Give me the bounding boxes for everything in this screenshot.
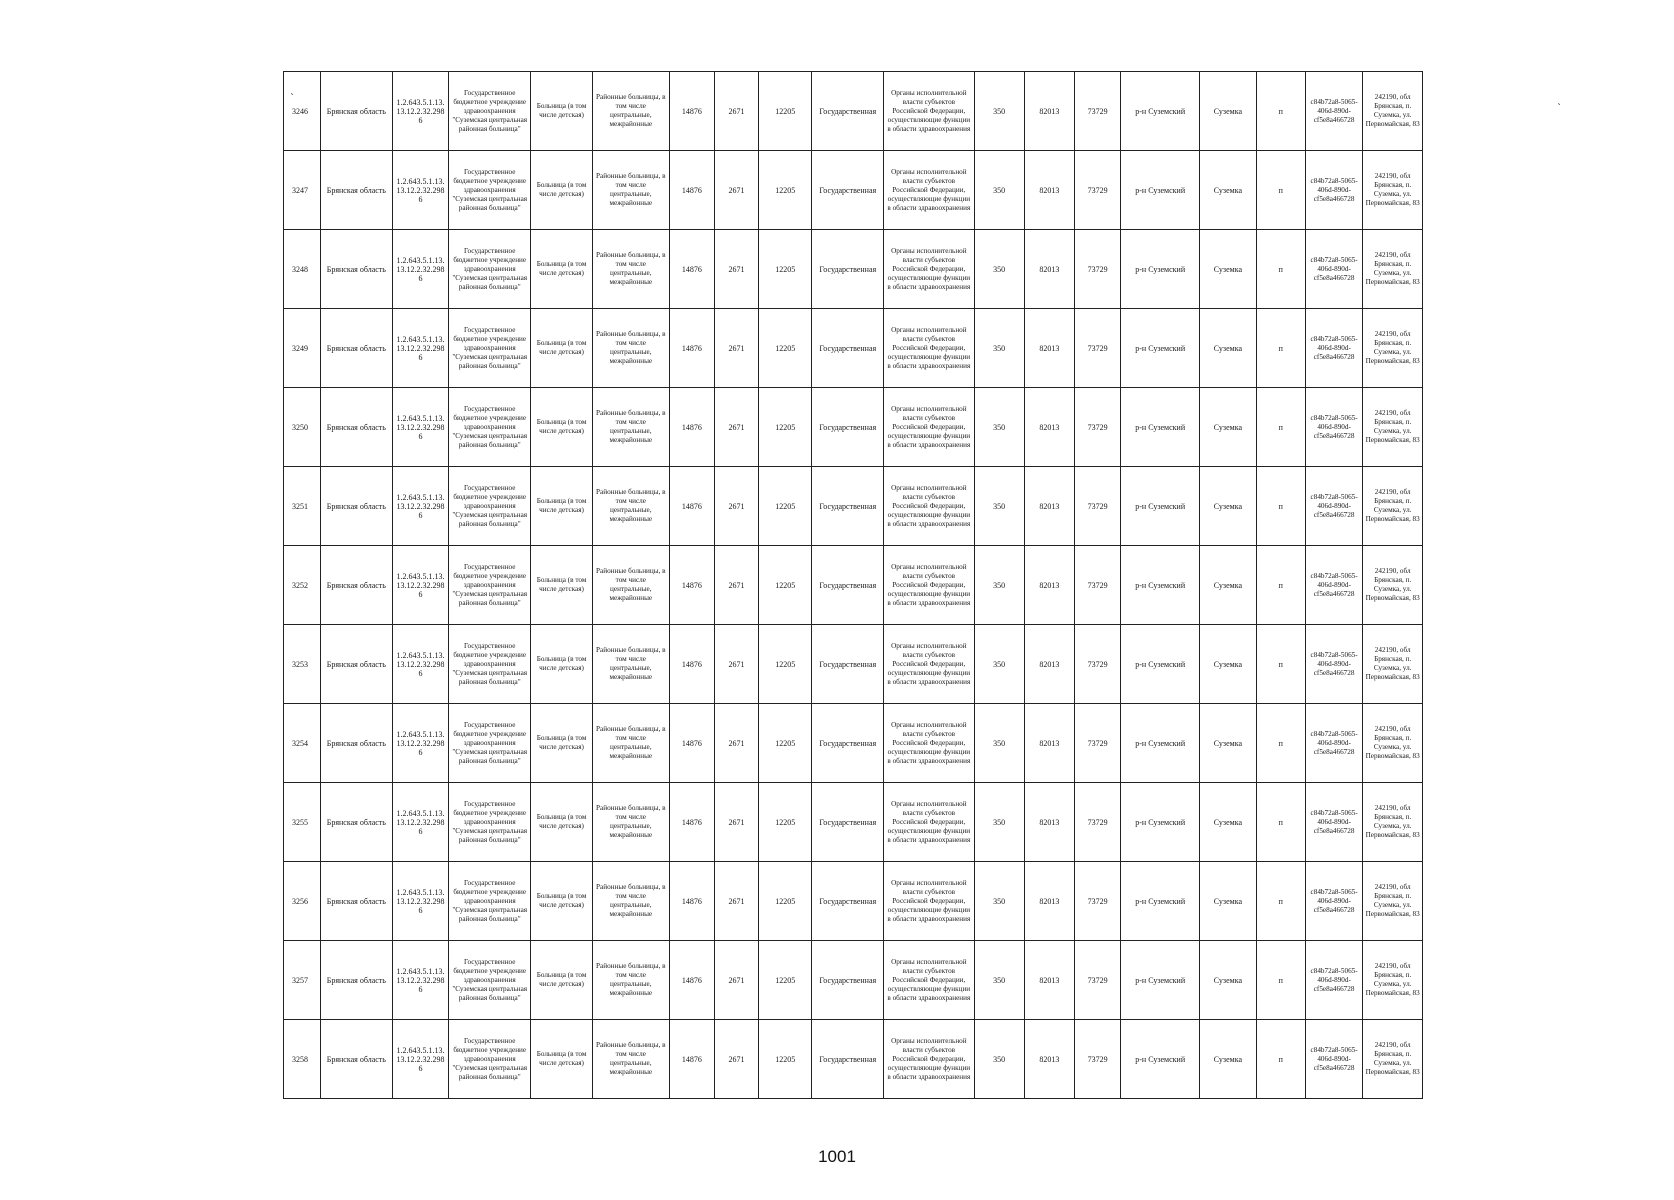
address-cell: 242190, обл Брянская, п. Суземка, ул. Первомайская, 83 <box>1363 546 1423 625</box>
guid-cell: c84b72a8-5065-406d-890d-cf5e8a466728 <box>1305 309 1362 388</box>
value-cell: 82013 <box>1024 546 1074 625</box>
region-cell: Брянская область <box>320 941 392 1020</box>
facility-type-cell: Больница (в том числе детская) <box>531 862 593 941</box>
value-cell: 73729 <box>1075 941 1121 1020</box>
address-cell: 242190, обл Брянская, п. Суземка, ул. Первомайская, 83 <box>1363 388 1423 467</box>
value-cell: 73729 <box>1075 704 1121 783</box>
value-cell: 350 <box>974 230 1024 309</box>
region-cell: Брянская область <box>320 151 392 230</box>
row-number: 3247 <box>284 151 321 230</box>
facility-group-cell: Районные больницы, в том числе центральные, межрайонные <box>592 783 669 862</box>
authority-cell: Органы исполнительной власти субъектов Российской Федерации, осуществляющие функции в области здравоохранения <box>884 1020 974 1099</box>
district-cell: р-н Суземский <box>1121 309 1200 388</box>
row-number: 3248 <box>284 230 321 309</box>
value-cell: 82013 <box>1024 783 1074 862</box>
organization-cell: Государственное бюджетное учреждение здравоохранения "Суземская центральная районная больница" <box>449 72 531 151</box>
settlement-type-cell: п <box>1256 625 1305 704</box>
value-cell: 73729 <box>1075 230 1121 309</box>
region-cell: Брянская область <box>320 1020 392 1099</box>
value-cell: 14876 <box>669 704 714 783</box>
value-cell: 82013 <box>1024 941 1074 1020</box>
code-cell: 1.2.643.5.1.13. 13.12.2.32.298 6 <box>392 783 448 862</box>
authority-cell: Органы исполнительной власти субъектов Российской Федерации, осуществляющие функции в области здравоохранения <box>884 309 974 388</box>
ownership-cell: Государственная <box>812 309 884 388</box>
address-cell: 242190, обл Брянская, п. Суземка, ул. Первомайская, 83 <box>1363 72 1423 151</box>
settlement-cell: Суземка <box>1200 862 1256 941</box>
value-cell: 82013 <box>1024 704 1074 783</box>
value-cell: 350 <box>974 783 1024 862</box>
district-cell: р-н Суземский <box>1121 72 1200 151</box>
code-cell: 1.2.643.5.1.13. 13.12.2.32.298 6 <box>392 625 448 704</box>
table-row <box>284 625 1423 704</box>
table-row <box>284 1020 1423 1099</box>
ownership-cell: Государственная <box>812 467 884 546</box>
value-cell: 2671 <box>714 783 758 862</box>
value-cell: 82013 <box>1024 230 1074 309</box>
row-number: 3258 <box>284 1020 321 1099</box>
guid-cell: c84b72a8-5065-406d-890d-cf5e8a466728 <box>1305 941 1362 1020</box>
region-cell: Брянская область <box>320 72 392 151</box>
address-cell: 242190, обл Брянская, п. Суземка, ул. Первомайская, 83 <box>1363 467 1423 546</box>
value-cell: 12205 <box>759 467 812 546</box>
code-cell: 1.2.643.5.1.13. 13.12.2.32.298 6 <box>392 388 448 467</box>
value-cell: 350 <box>974 467 1024 546</box>
code-cell: 1.2.643.5.1.13. 13.12.2.32.298 6 <box>392 546 448 625</box>
code-cell: 1.2.643.5.1.13. 13.12.2.32.298 6 <box>392 467 448 546</box>
value-cell: 82013 <box>1024 862 1074 941</box>
value-cell: 350 <box>974 1020 1024 1099</box>
settlement-cell: Суземка <box>1200 704 1256 783</box>
organization-cell: Государственное бюджетное учреждение здравоохранения "Суземская центральная районная больница" <box>449 783 531 862</box>
organization-cell: Государственное бюджетное учреждение здравоохранения "Суземская центральная районная больница" <box>449 941 531 1020</box>
settlement-cell: Суземка <box>1200 941 1256 1020</box>
value-cell: 350 <box>974 862 1024 941</box>
district-cell: р-н Суземский <box>1121 151 1200 230</box>
page-number: 1001 <box>818 1147 856 1166</box>
value-cell: 14876 <box>669 151 714 230</box>
value-cell: 82013 <box>1024 1020 1074 1099</box>
facility-type-cell: Больница (в том числе детская) <box>531 1020 593 1099</box>
settlement-type-cell: п <box>1256 72 1305 151</box>
table-row <box>284 862 1423 941</box>
guid-cell: c84b72a8-5065-406d-890d-cf5e8a466728 <box>1305 230 1362 309</box>
code-cell: 1.2.643.5.1.13. 13.12.2.32.298 6 <box>392 862 448 941</box>
value-cell: 12205 <box>759 704 812 783</box>
value-cell: 2671 <box>714 388 758 467</box>
ownership-cell: Государственная <box>812 704 884 783</box>
region-cell: Брянская область <box>320 467 392 546</box>
settlement-type-cell: п <box>1256 388 1305 467</box>
district-cell: р-н Суземский <box>1121 704 1200 783</box>
facility-group-cell: Районные больницы, в том числе центральные, межрайонные <box>592 546 669 625</box>
row-number: 3251 <box>284 467 321 546</box>
authority-cell: Органы исполнительной власти субъектов Российской Федерации, осуществляющие функции в области здравоохранения <box>884 862 974 941</box>
value-cell: 350 <box>974 388 1024 467</box>
value-cell: 12205 <box>759 783 812 862</box>
value-cell: 12205 <box>759 862 812 941</box>
value-cell: 350 <box>974 151 1024 230</box>
row-number: 3254 <box>284 704 321 783</box>
authority-cell: Органы исполнительной власти субъектов Российской Федерации, осуществляющие функции в области здравоохранения <box>884 941 974 1020</box>
registry-table <box>283 71 1423 1099</box>
value-cell: 2671 <box>714 862 758 941</box>
value-cell: 73729 <box>1075 72 1121 151</box>
table-row <box>284 309 1423 388</box>
authority-cell: Органы исполнительной власти субъектов Российской Федерации, осуществляющие функции в области здравоохранения <box>884 388 974 467</box>
value-cell: 350 <box>974 309 1024 388</box>
ownership-cell: Государственная <box>812 941 884 1020</box>
value-cell: 14876 <box>669 783 714 862</box>
organization-cell: Государственное бюджетное учреждение здравоохранения "Суземская центральная районная больница" <box>449 546 531 625</box>
district-cell: р-н Суземский <box>1121 1020 1200 1099</box>
settlement-cell: Суземка <box>1200 1020 1256 1099</box>
value-cell: 73729 <box>1075 1020 1121 1099</box>
code-cell: 1.2.643.5.1.13. 13.12.2.32.298 6 <box>392 941 448 1020</box>
guid-cell: c84b72a8-5065-406d-890d-cf5e8a466728 <box>1305 546 1362 625</box>
facility-group-cell: Районные больницы, в том числе центральные, межрайонные <box>592 1020 669 1099</box>
region-cell: Брянская область <box>320 783 392 862</box>
authority-cell: Органы исполнительной власти субъектов Российской Федерации, осуществляющие функции в области здравоохранения <box>884 783 974 862</box>
value-cell: 2671 <box>714 309 758 388</box>
value-cell: 73729 <box>1075 467 1121 546</box>
ownership-cell: Государственная <box>812 230 884 309</box>
organization-cell: Государственное бюджетное учреждение здравоохранения "Суземская центральная районная больница" <box>449 704 531 783</box>
guid-cell: c84b72a8-5065-406d-890d-cf5e8a466728 <box>1305 467 1362 546</box>
row-number: 3255 <box>284 783 321 862</box>
settlement-type-cell: п <box>1256 862 1305 941</box>
table-row <box>284 941 1423 1020</box>
value-cell: 2671 <box>714 151 758 230</box>
value-cell: 12205 <box>759 151 812 230</box>
code-cell: 1.2.643.5.1.13. 13.12.2.32.298 6 <box>392 309 448 388</box>
row-number: 3246 <box>284 72 321 151</box>
value-cell: 2671 <box>714 230 758 309</box>
region-cell: Брянская область <box>320 704 392 783</box>
organization-cell: Государственное бюджетное учреждение здравоохранения "Суземская центральная районная больница" <box>449 467 531 546</box>
address-cell: 242190, обл Брянская, п. Суземка, ул. Первомайская, 83 <box>1363 941 1423 1020</box>
value-cell: 73729 <box>1075 151 1121 230</box>
authority-cell: Органы исполнительной власти субъектов Российской Федерации, осуществляющие функции в области здравоохранения <box>884 546 974 625</box>
settlement-cell: Суземка <box>1200 625 1256 704</box>
organization-cell: Государственное бюджетное учреждение здравоохранения "Суземская центральная районная больница" <box>449 151 531 230</box>
settlement-type-cell: п <box>1256 546 1305 625</box>
settlement-cell: Суземка <box>1200 783 1256 862</box>
value-cell: 14876 <box>669 467 714 546</box>
value-cell: 73729 <box>1075 783 1121 862</box>
settlement-type-cell: п <box>1256 151 1305 230</box>
row-number: 3252 <box>284 546 321 625</box>
value-cell: 82013 <box>1024 467 1074 546</box>
organization-cell: Государственное бюджетное учреждение здравоохранения "Суземская центральная районная больница" <box>449 309 531 388</box>
code-cell: 1.2.643.5.1.13. 13.12.2.32.298 6 <box>392 1020 448 1099</box>
organization-cell: Государственное бюджетное учреждение здравоохранения "Суземская центральная районная больница" <box>449 1020 531 1099</box>
table-row <box>284 151 1423 230</box>
facility-group-cell: Районные больницы, в том числе центральные, межрайонные <box>592 72 669 151</box>
value-cell: 350 <box>974 625 1024 704</box>
value-cell: 14876 <box>669 388 714 467</box>
region-cell: Брянская область <box>320 862 392 941</box>
facility-type-cell: Больница (в том числе детская) <box>531 388 593 467</box>
value-cell: 14876 <box>669 72 714 151</box>
settlement-cell: Суземка <box>1200 151 1256 230</box>
district-cell: р-н Суземский <box>1121 546 1200 625</box>
facility-group-cell: Районные больницы, в том числе центральные, межрайонные <box>592 309 669 388</box>
guid-cell: c84b72a8-5065-406d-890d-cf5e8a466728 <box>1305 72 1362 151</box>
organization-cell: Государственное бюджетное учреждение здравоохранения "Суземская центральная районная больница" <box>449 388 531 467</box>
settlement-type-cell: п <box>1256 230 1305 309</box>
facility-type-cell: Больница (в том числе детская) <box>531 941 593 1020</box>
value-cell: 12205 <box>759 388 812 467</box>
district-cell: р-н Суземский <box>1121 388 1200 467</box>
authority-cell: Органы исполнительной власти субъектов Российской Федерации, осуществляющие функции в области здравоохранения <box>884 625 974 704</box>
settlement-cell: Суземка <box>1200 467 1256 546</box>
value-cell: 82013 <box>1024 72 1074 151</box>
value-cell: 73729 <box>1075 309 1121 388</box>
value-cell: 14876 <box>669 862 714 941</box>
organization-cell: Государственное бюджетное учреждение здравоохранения "Суземская центральная районная больница" <box>449 230 531 309</box>
guid-cell: c84b72a8-5065-406d-890d-cf5e8a466728 <box>1305 388 1362 467</box>
guid-cell: c84b72a8-5065-406d-890d-cf5e8a466728 <box>1305 704 1362 783</box>
facility-type-cell: Больница (в том числе детская) <box>531 230 593 309</box>
row-number: 3253 <box>284 625 321 704</box>
guid-cell: c84b72a8-5065-406d-890d-cf5e8a466728 <box>1305 862 1362 941</box>
settlement-type-cell: п <box>1256 704 1305 783</box>
value-cell: 14876 <box>669 1020 714 1099</box>
ownership-cell: Государственная <box>812 72 884 151</box>
region-cell: Брянская область <box>320 625 392 704</box>
code-cell: 1.2.643.5.1.13. 13.12.2.32.298 6 <box>392 704 448 783</box>
value-cell: 350 <box>974 704 1024 783</box>
authority-cell: Органы исполнительной власти субъектов Российской Федерации, осуществляющие функции в области здравоохранения <box>884 72 974 151</box>
facility-group-cell: Районные больницы, в том числе центральные, межрайонные <box>592 625 669 704</box>
value-cell: 12205 <box>759 941 812 1020</box>
table-row <box>284 72 1423 151</box>
value-cell: 82013 <box>1024 309 1074 388</box>
table-row <box>284 546 1423 625</box>
value-cell: 2671 <box>714 546 758 625</box>
address-cell: 242190, обл Брянская, п. Суземка, ул. Первомайская, 83 <box>1363 625 1423 704</box>
address-cell: 242190, обл Брянская, п. Суземка, ул. Первомайская, 83 <box>1363 309 1423 388</box>
facility-type-cell: Больница (в том числе детская) <box>531 625 593 704</box>
ownership-cell: Государственная <box>812 546 884 625</box>
facility-group-cell: Районные больницы, в том числе центральные, межрайонные <box>592 467 669 546</box>
value-cell: 82013 <box>1024 151 1074 230</box>
value-cell: 2671 <box>714 941 758 1020</box>
settlement-cell: Суземка <box>1200 388 1256 467</box>
ownership-cell: Государственная <box>812 151 884 230</box>
address-cell: 242190, обл Брянская, п. Суземка, ул. Первомайская, 83 <box>1363 1020 1423 1099</box>
facility-group-cell: Районные больницы, в том числе центральные, межрайонные <box>592 230 669 309</box>
facility-type-cell: Больница (в том числе детская) <box>531 704 593 783</box>
guid-cell: c84b72a8-5065-406d-890d-cf5e8a466728 <box>1305 1020 1362 1099</box>
organization-cell: Государственное бюджетное учреждение здравоохранения "Суземская центральная районная больница" <box>449 862 531 941</box>
code-cell: 1.2.643.5.1.13. 13.12.2.32.298 6 <box>392 151 448 230</box>
facility-type-cell: Больница (в том числе детская) <box>531 467 593 546</box>
row-number: 3256 <box>284 862 321 941</box>
value-cell: 350 <box>974 546 1024 625</box>
guid-cell: c84b72a8-5065-406d-890d-cf5e8a466728 <box>1305 783 1362 862</box>
code-cell: 1.2.643.5.1.13. 13.12.2.32.298 6 <box>392 230 448 309</box>
table-row <box>284 388 1423 467</box>
value-cell: 2671 <box>714 1020 758 1099</box>
value-cell: 12205 <box>759 546 812 625</box>
settlement-type-cell: п <box>1256 1020 1305 1099</box>
table-row <box>284 230 1423 309</box>
value-cell: 2671 <box>714 625 758 704</box>
facility-group-cell: Районные больницы, в том числе центральные, межрайонные <box>592 704 669 783</box>
settlement-type-cell: п <box>1256 783 1305 862</box>
facility-group-cell: Районные больницы, в том числе центральные, межрайонные <box>592 151 669 230</box>
facility-type-cell: Больница (в том числе детская) <box>531 151 593 230</box>
value-cell: 12205 <box>759 230 812 309</box>
authority-cell: Органы исполнительной власти субъектов Российской Федерации, осуществляющие функции в области здравоохранения <box>884 467 974 546</box>
address-cell: 242190, обл Брянская, п. Суземка, ул. Первомайская, 83 <box>1363 783 1423 862</box>
ownership-cell: Государственная <box>812 783 884 862</box>
value-cell: 73729 <box>1075 546 1121 625</box>
value-cell: 73729 <box>1075 388 1121 467</box>
value-cell: 2671 <box>714 467 758 546</box>
pen-mark: ` <box>1557 103 1562 114</box>
value-cell: 82013 <box>1024 388 1074 467</box>
value-cell: 2671 <box>714 704 758 783</box>
row-number: 3249 <box>284 309 321 388</box>
district-cell: р-н Суземский <box>1121 625 1200 704</box>
value-cell: 14876 <box>669 941 714 1020</box>
value-cell: 350 <box>974 941 1024 1020</box>
district-cell: р-н Суземский <box>1121 230 1200 309</box>
table-row <box>284 467 1423 546</box>
facility-type-cell: Больница (в том числе детская) <box>531 546 593 625</box>
guid-cell: c84b72a8-5065-406d-890d-cf5e8a466728 <box>1305 625 1362 704</box>
organization-cell: Государственное бюджетное учреждение здравоохранения "Суземская центральная районная больница" <box>449 625 531 704</box>
district-cell: р-н Суземский <box>1121 467 1200 546</box>
value-cell: 2671 <box>714 72 758 151</box>
facility-group-cell: Районные больницы, в том числе центральные, межрайонные <box>592 388 669 467</box>
table-row <box>284 783 1423 862</box>
region-cell: Брянская область <box>320 230 392 309</box>
address-cell: 242190, обл Брянская, п. Суземка, ул. Первомайская, 83 <box>1363 230 1423 309</box>
district-cell: р-н Суземский <box>1121 783 1200 862</box>
district-cell: р-н Суземский <box>1121 941 1200 1020</box>
facility-group-cell: Районные больницы, в том числе центральные, межрайонные <box>592 941 669 1020</box>
region-cell: Брянская область <box>320 309 392 388</box>
value-cell: 12205 <box>759 1020 812 1099</box>
facility-type-cell: Больница (в том числе детская) <box>531 309 593 388</box>
ownership-cell: Государственная <box>812 625 884 704</box>
row-number: 3250 <box>284 388 321 467</box>
value-cell: 14876 <box>669 309 714 388</box>
value-cell: 14876 <box>669 625 714 704</box>
value-cell: 14876 <box>669 546 714 625</box>
guid-cell: c84b72a8-5065-406d-890d-cf5e8a466728 <box>1305 151 1362 230</box>
authority-cell: Органы исполнительной власти субъектов Российской Федерации, осуществляющие функции в области здравоохранения <box>884 230 974 309</box>
value-cell: 12205 <box>759 72 812 151</box>
value-cell: 73729 <box>1075 625 1121 704</box>
settlement-cell: Суземка <box>1200 546 1256 625</box>
authority-cell: Органы исполнительной власти субъектов Российской Федерации, осуществляющие функции в области здравоохранения <box>884 151 974 230</box>
settlement-cell: Суземка <box>1200 309 1256 388</box>
address-cell: 242190, обл Брянская, п. Суземка, ул. Первомайская, 83 <box>1363 862 1423 941</box>
facility-type-cell: Больница (в том числе детская) <box>531 72 593 151</box>
settlement-type-cell: п <box>1256 941 1305 1020</box>
facility-group-cell: Районные больницы, в том числе центральные, межрайонные <box>592 862 669 941</box>
ownership-cell: Государственная <box>812 388 884 467</box>
value-cell: 82013 <box>1024 625 1074 704</box>
value-cell: 12205 <box>759 309 812 388</box>
ownership-cell: Государственная <box>812 862 884 941</box>
authority-cell: Органы исполнительной власти субъектов Российской Федерации, осуществляющие функции в области здравоохранения <box>884 704 974 783</box>
value-cell: 12205 <box>759 625 812 704</box>
table-row <box>284 704 1423 783</box>
region-cell: Брянская область <box>320 388 392 467</box>
settlement-type-cell: п <box>1256 309 1305 388</box>
settlement-cell: Суземка <box>1200 230 1256 309</box>
address-cell: 242190, обл Брянская, п. Суземка, ул. Первомайская, 83 <box>1363 151 1423 230</box>
pen-mark: ` <box>290 93 295 104</box>
district-cell: р-н Суземский <box>1121 862 1200 941</box>
address-cell: 242190, обл Брянская, п. Суземка, ул. Первомайская, 83 <box>1363 704 1423 783</box>
region-cell: Брянская область <box>320 546 392 625</box>
settlement-type-cell: п <box>1256 467 1305 546</box>
value-cell: 14876 <box>669 230 714 309</box>
row-number: 3257 <box>284 941 321 1020</box>
value-cell: 350 <box>974 72 1024 151</box>
value-cell: 73729 <box>1075 862 1121 941</box>
settlement-cell: Суземка <box>1200 72 1256 151</box>
facility-type-cell: Больница (в том числе детская) <box>531 783 593 862</box>
code-cell: 1.2.643.5.1.13. 13.12.2.32.298 6 <box>392 72 448 151</box>
ownership-cell: Государственная <box>812 1020 884 1099</box>
